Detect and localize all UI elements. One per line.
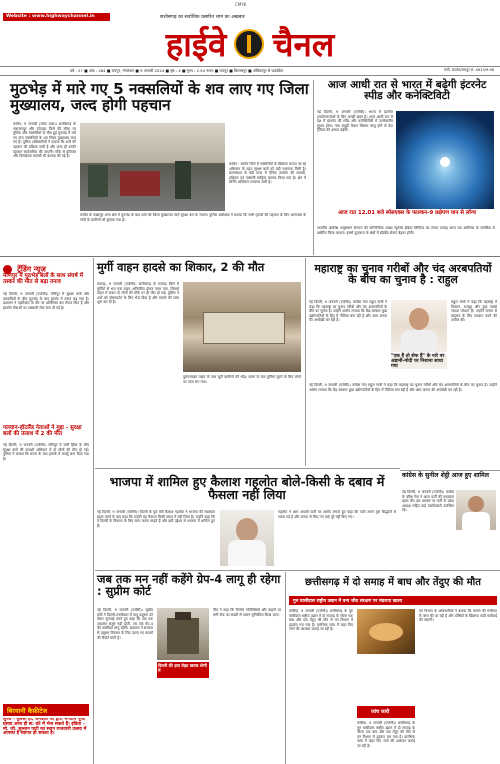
story2-headline: आज आधी रात से भारत में बढ़ेगी इंटरनेट स्पीड और कनेक्टिविटी — [327, 79, 487, 103]
trending-ad-banner — [3, 704, 89, 716]
story1-headline: मुठभेड़ में मारे गए 5 नक्सलियों के शव लाए गए जिला मुख्यालय, जल्द होगी पहचान — [10, 80, 309, 114]
story3-caption: दुर्घटनाग्रस्त वाहन के पास जुटी ग्रामीणों की भीड़। घटना के बाद मुर्गियां लूटने के लिए लोगों का तांता लग गया। — [183, 375, 301, 384]
story6-headline: भाजपा में शामिल हुए कैलाश गहलोत बोले-किसी के दबाव में फैसला नहीं लिया — [109, 474, 385, 503]
story4-photo — [391, 300, 447, 352]
story6-body: नई दिल्ली, 9 जनवरी (एजेंसी)। दिल्ली के पूर्व मंत्री कैलाश गहलोत ने भाजपा की सदस्यता ग्रहण करने के बाद कहा कि उन्होंने यह फैसला किसी दबाव में नहीं लिया है। उन्होंने कहा कि वे दिल्ली के विकास के लिए काम करना चाहते हैं और इसी उद्देश्य से भाजपा में शामिल हुए हैं। — [97, 510, 215, 528]
story1-body2: कांकेर : कांकेर जिले में नक्सलियों के खिलाफ चलाए जा रहे अभियान के तहत सुरक्षा बलों को बड़ी सफलता मिली है। घटनास्थल से बड़ी मात्रा में दैनिक उपयोग की सामग्री, हथियार एवं नक्सली साहित्य बरामद किया गया है। क्षेत्र में सर्चिंग अभियान लगातार जारी है। — [229, 162, 306, 185]
story3-headline: मुर्गी वाहन हादसे का शिकार, 2 की मौत — [97, 260, 265, 274]
highway-logo-icon — [234, 29, 264, 59]
ad-label: बिरयानी कैफ़ीटेज — [7, 707, 48, 715]
trending-body1: नई दिल्ली, 9 जनवरी (एजेंसी)। मणिपुर में सुरक्षा बलों और उग्रवादियों के बीच मुठभेड़ के बाद इलाके में तनाव बढ़ गया है। प्रशासन ने एहतियात के तौर पर अतिरिक्त बल तैनात किए हैं और इंटरनेट सेवाओं पर अस्थायी रोक लगा दी गई है। — [3, 292, 89, 310]
trending-headline2: गलवान-हॉटलैंड नेताओं ने मुद्दा - सुरक्षा बलों की तलाश में 2 की मौत — [3, 425, 82, 437]
story8-subhead-bar — [289, 596, 497, 605]
story2-body: नई दिल्ली, 9 जनवरी (एजेंसी)। भारत में इंटरनेट उपयोगकर्ताओं के लिए अच्छी खबर है। आज आधी रात से देश में इंटरनेट की स्पीड और कनेक्टिविटी में उल्लेखनीय सुधार होगा। नया समुद्री केबल सिस्टम चालू होने से डेटा ट्रैफिक की क्षमता बढ़ेगी। — [317, 110, 393, 133]
story8-body3: कोरिया, 9 जनवरी (एजेंसी)। छत्तीसगढ़ के गुरु घासीदास राष्ट्रीय उद्यान में दो सप्ताह के भीतर एक बाघ और एक तेंदुए की मौत से वन विभाग में हड़कंप मच गया है। प्रारंभिक जांच में जहर दिए जाने की आशंका जताई जा रही है। — [357, 721, 415, 748]
trending-label-text: ट्रेंडिंग न्यूज़ — [17, 264, 46, 274]
story5-body: नई दिल्ली, 9 जनवरी (एजेंसी)। कांग्रेस के वरिष्ठ नेता ने आज पार्टी की सदस्यता ग्रहण की। इस अवसर पर पार्टी के प्रदेश अध्यक्ष सहित कई पदाधिकारी उपस्थित रहे। — [402, 490, 454, 513]
story3-photo — [183, 282, 301, 372]
trending-body2: नई दिल्ली, 9 जनवरी (एजेंसी)। मणिपुर में जारी हिंसा के बीच सुरक्षा बलों की तलाशी अभियान में दो लोगों की मौत हो गई। पुलिस ने बताया कि घटना के बाद इलाके में कर्फ्यू लगा दिया गया है। — [3, 443, 89, 461]
trending-label — [3, 259, 83, 274]
story1-photo — [80, 123, 225, 211]
masthead-title — [0, 21, 500, 65]
imprint-bar — [0, 66, 500, 76]
story3-body: रायगढ़, 9 जनवरी (एजेंसी)। छत्तीसगढ़ के रायगढ़ जिले में मुर्गियों से भरा एक वाहन अनियंत्रित होकर पलट गया, जिससे वाहन में सवार दो लोगों की मौके पर ही मौत हो गई। पुलिस ने शवों को पोस्टमार्टम के लिए भेज दिया है और मामले की जांच शुरू कर दी है। — [97, 282, 179, 305]
story8-body2: वन विभाग के अधिकारियों ने बताया कि मामले की गंभीरता से जांच की जा रही है और दोषियों के खिलाफ कड़ी कार्रवाई की जाएगी। — [419, 609, 497, 623]
story6-photo — [220, 510, 274, 566]
trending-headline1: मणिपुर में मुठभेड़ बलों के साथ संघर्ष में तस्कर की मौत से बढ़ा तनाव — [3, 273, 84, 285]
story8-photo — [357, 609, 415, 654]
story8-caption-text: जांच जारी — [371, 709, 390, 715]
trending-ad-text: सुरज - तुलसी हो, जगन्नाथ जी द्वारा भगवान पूजा प्रसाद आज ही छ: घंटे में भेज सकते हैं। इंडिया - मो. जी. सुल्तान पाटी का स्थान राजधानी उत्सव में आपका है स्वागत हो सकता है। — [3, 718, 87, 737]
story4-quote: "एक हैं तो सेफ हैं" के नारे पर अडानी-मोदी पर निशाना साधा गया — [391, 354, 447, 369]
story7-body2: पीठ ने कहा कि निर्माण गतिविधियों और वाहनों पर लगी रोक का सख्ती से पालन सुनिश्चित किया जाए। — [213, 608, 281, 617]
story7-caption: दिल्ली की हवा बेहद खराब श्रेणी में — [157, 662, 209, 678]
imprint-text: वर्ष : 27 ■ अंक : 284 ■ रायपुर, मंगलवार ■ 9 जनवरी 2024 ■ पृष्ठ : 4 ■ मूल्य : 2.50 रूपए ■ रायपुर ■ बिलासपुर ■ अंबिकापुर से प्रकाशित — [70, 68, 284, 73]
story7-body: नई दिल्ली, 9 जनवरी (एजेंसी)। सुप्रीम कोर्ट ने दिल्ली-एनसीआर में वायु प्रदूषण को लेकर सुनवाई करते हुए कहा कि जब तक अदालत संतुष्ट नहीं होती, तब तक ग्रेप-4 की पाबंदियां लागू रहेंगी। अदालत ने सरकार से प्रदूषण नियंत्रण के लिए उठाए गए कदमों की रिपोर्ट मांगी है। — [97, 608, 153, 640]
story4-headline: महाराष्ट्र का चुनाव गरीबों और चंद अरबपतियों के बीच का चुनाव है : राहुल — [314, 262, 492, 287]
story7-headline: जब तक मन नहीं कहेंगे ग्रेप-4 लागू ही रहेगा : सुप्रीम कोर्ट — [97, 572, 281, 598]
story2-photo — [396, 111, 494, 209]
masthead-title-right: चैनल — [272, 25, 335, 64]
story1-caption: कांकेर के पखांजूर थाना क्षेत्र में मुठभेड़ के बाद शवों को जिला मुख्यालय लाते सुरक्षा बल के जवान। पुलिस अधीक्षक ने बताया कि सभी मृतकों की पहचान के लिए आसपास के गांवों के ग्रामीणों को बुलाया गया है। — [80, 213, 306, 222]
story8-body: कोरिया, 9 जनवरी (एजेंसी)। छत्तीसगढ़ के गुरु घासीदास राष्ट्रीय उद्यान में दो सप्ताह के भीतर एक बाघ और एक तेंदुए की मौत से वन विभाग में हड़कंप मच गया है। प्रारंभिक जांच में जहर दिए जाने की आशंका जताई जा रही है। — [289, 609, 353, 632]
story4-body2: नई दिल्ली, 9 जनवरी (एजेंसी)। कांग्रेस नेता राहुल गांधी ने कहा कि महाराष्ट्र का चुनाव गरीबों और चंद अरबपतियों के बीच का चुनाव है। उन्होंने आरोप लगाया कि केंद्र सरकार कुछ उद्योगपतियों के हित में नीतियां बना रही है और आम जनता की अनदेखी कर रही है। — [309, 383, 497, 392]
story4-side-text: राहुल गांधी ने कहा कि महाराष्ट्र में किसान, मजदूर और युवा सबसे ज्यादा परेशान हैं। उन्होंने जनता से बदलाव के लिए मतदान करने की अपील की। — [451, 300, 497, 323]
cmyk-mark: CMYK — [235, 2, 247, 7]
story8-headline: छत्तीसगढ़ में दो समाह में बाघ और तेंदुए की मौत — [305, 577, 481, 588]
story5-photo — [456, 490, 496, 530]
masthead-tagline: छत्तीसगढ़ का सर्वाधिक प्रसारित शाम का अखबार — [160, 15, 245, 20]
story1-body: कांकेर, 9 जनवरी (लोक प्रजा)। छत्तीसगढ़ के नारायणपुर और दंतेवाड़ा जिले की सीमा पर पुलिस और नक्सलियों के बीच हुई मुठभेड़ में मारे गए पांच नक्सलियों के शव जिला मुख्यालय लाए गए हैं। पुलिस अधिकारियों ने बताया कि शवों की पहचान की प्रक्रिया जारी है और जल्द ही उनकी पहचान सार्वजनिक की जाएगी। मौके से हथियार और विस्फोटक सामग्री भी बरामद की गई है। — [13, 122, 76, 159]
registration-text: पंजी. क्रमांक/रायपुर सं. 4613/9-98 — [443, 68, 494, 72]
story8-caption — [357, 706, 415, 718]
story8-subhead: गुरु घासीदास राष्ट्रीय उद्यान में वन्य जीव संरक्षण पर मंडराया खतरा — [293, 599, 403, 604]
story2-subhead: आज रात 12.01 बजे स्पेसएक्स के फाल्कन-9 प्रक्षेपण यान से लॉन्च — [338, 210, 476, 216]
story7-photo — [157, 608, 209, 660]
story4-body: नई दिल्ली, 9 जनवरी (एजेंसी)। कांग्रेस नेता राहुल गांधी ने कहा कि महाराष्ट्र का चुनाव गरीबों और चंद अरबपतियों के बीच का चुनाव है। उन्होंने आरोप लगाया कि केंद्र सरकार कुछ उद्योगपतियों के हित में नीतियां बना रही है और आम जनता की अनदेखी कर रही है। — [309, 300, 387, 323]
story2-body2: भारतीय अंतरिक्ष अनुसंधान संगठन की वाणिज्यिक शाखा न्यूस्पेस इंडिया लिमिटेड का संचार उपग्रह आज रात अमेरिका के फ्लोरिडा से प्रक्षेपित किया जाएगा। इससे दूरदराज के क्षेत्रों में ब्रॉडबैंड सेवाएं बेहतर होंगी। — [317, 226, 495, 235]
masthead-title-left: हाईवे — [165, 25, 227, 64]
story6-body2: गहलोत ने आम आदमी पार्टी पर आरोप लगाते हुए कहा कि पार्टी अपने मूल सिद्धांतों से भटक गई है और जनता से किए गए वादे पूरे नहीं किए गए। — [278, 510, 396, 519]
story5-headline: कांग्रेस के सुनील शेट्ठी आज हुए शामिल — [402, 472, 489, 479]
website-bar[interactable]: Website : www.highwaychannel.in — [3, 13, 110, 21]
